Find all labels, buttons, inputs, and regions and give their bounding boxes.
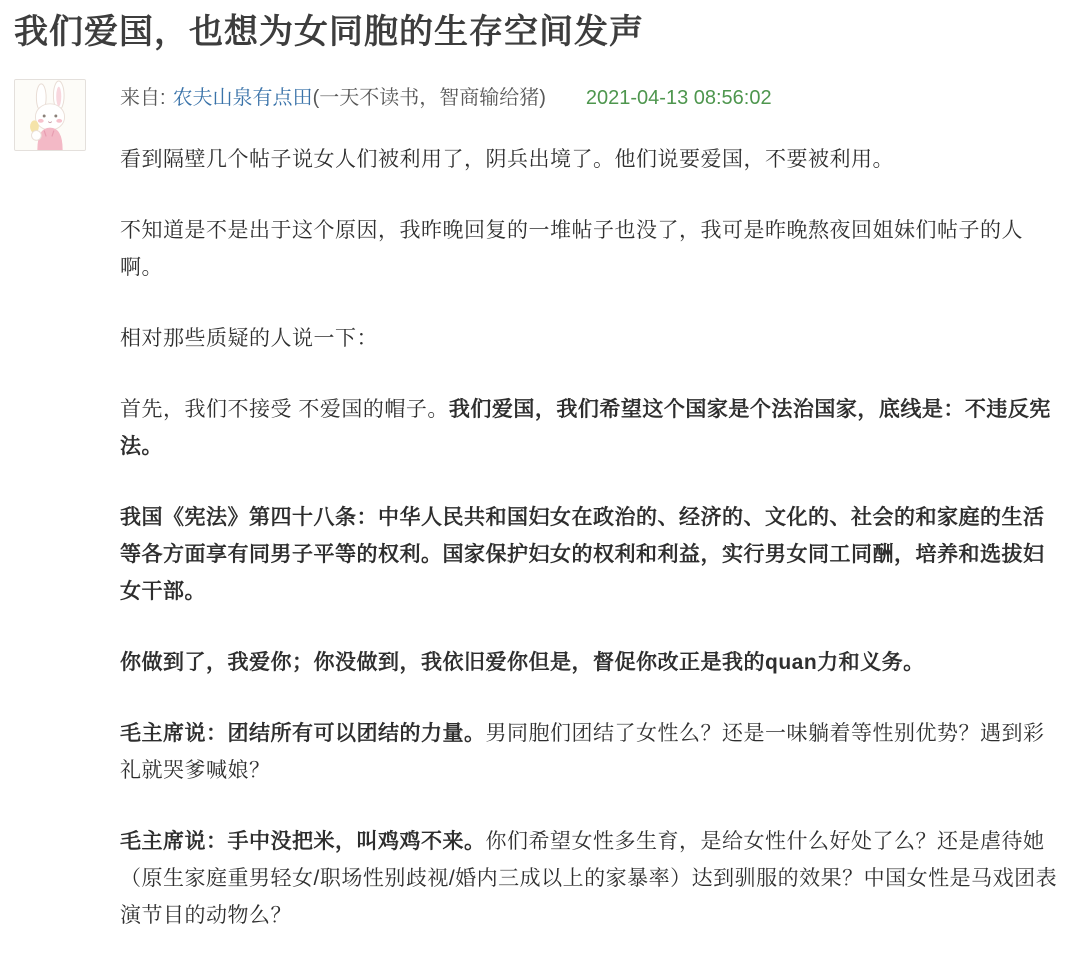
post-body-row [14,79,1065,968]
paragraph [120,320,1063,357]
paragraph-text: 相对那些质疑的人说一下： [120,327,378,351]
paragraph [120,499,1063,610]
post-timestamp: 2021-04-13 08:56:02 [585,87,772,110]
paragraph-text-bold: 你做到了，我爱你；你没做到，我依旧爱你但是，督促你改正是我的quan力和义务。 [120,651,925,675]
paragraph-text: 看到隔壁几个帖子说女人们被利用了，阴兵出境了。他们说要爱国，不要被利用。 [120,148,894,172]
paragraph-text-bold: 毛主席说：团结所有可以团结的力量。 [120,722,486,746]
paragraph-text-bold: 毛主席说：手中没把米，叫鸡鸡不来。 [120,830,486,854]
paragraph [120,391,1063,465]
page-title: 我们爱国，也想为女同胞的生存空间发声 [14,13,644,51]
paragraph-text: 首先，我们不接受 不爱国的帽子。 [120,398,449,422]
post-content-column [120,79,1065,968]
author-username-link[interactable]: 农夫山泉有点田 [172,87,313,110]
paragraph [120,141,1063,178]
post-meta [120,85,1063,111]
paragraph-text: 你们希望女性多生育，是给女性什么好处了么？还是虐待她（原生家庭重男轻女/职场性别歧视/婚内三成以上的家暴率）达到驯服的效果？中国女性是马戏团表演节目的动物么？ [120,830,1058,928]
from-label: 来自: [120,87,166,110]
paragraph [120,212,1063,286]
author-signature: (一天不读书，智商输给猪) [312,87,546,110]
paragraph-text-bold: 我们爱国，我们希望这个国家是个法治国家，底线是：不违反宪法。 [120,398,1051,459]
paragraph [120,644,1063,681]
avatar-column [14,79,120,151]
paragraph-text: 男同胞们团结了女性么？还是一味躺着等性别优势？遇到彩礼就哭爹喊娘？ [120,722,1045,783]
paragraph [120,823,1063,934]
bunny-avatar-icon [15,80,85,150]
paragraph [120,715,1063,789]
avatar[interactable] [14,79,86,151]
paragraph-text-bold: 我国《宪法》第四十八条：中华人民共和国妇女在政治的、经济的、文化的、社会的和家庭的生活等各方面享有同男子平等的权利。国家保护妇女的权利和利益，实行男女同工同酬，培养和选拔妇女干部。 [120,506,1045,604]
paragraph-text: 不知道是不是出于这个原因，我昨晚回复的一堆帖子也没了，我可是昨晚熬夜回姐妹们帖子的人啊。 [120,219,1023,280]
